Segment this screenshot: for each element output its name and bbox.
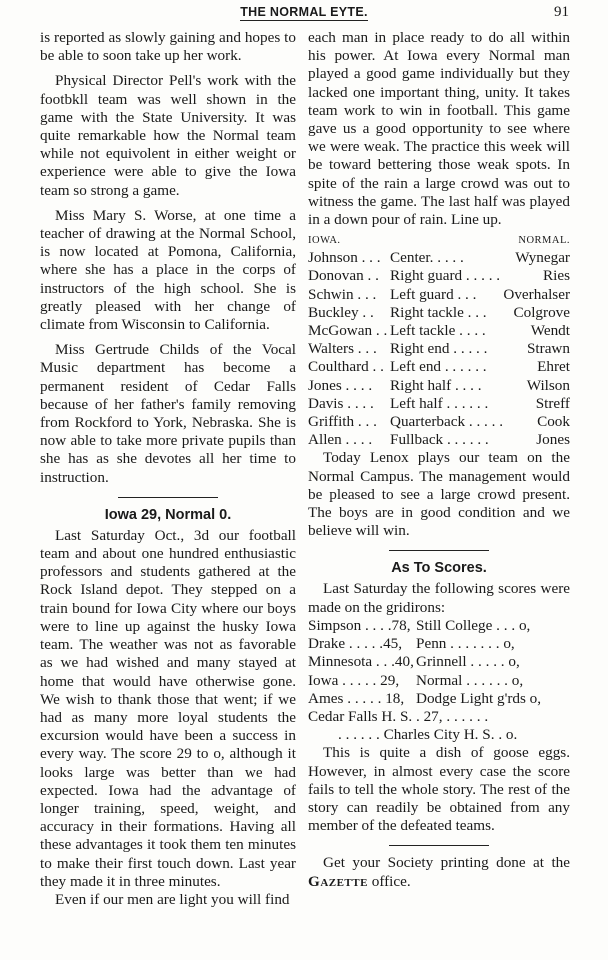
advertisement: Get your Society printing done at the Gazette office. xyxy=(308,854,570,890)
scores-table xyxy=(308,617,570,744)
lineup-row: Johnson . . . Center. . . . . Wynegar xyxy=(308,249,570,267)
lineup-row: Davis . . . . Left half . . . . . . Streff xyxy=(308,394,570,412)
lineup-row: McGowan . . Left tackle . . . . Wendt xyxy=(308,322,570,340)
lineup-row: Jones . . . . Right half . . . . Wilson xyxy=(308,376,570,394)
score-row: Drake . . . . .45, Penn . . . . . . . o, xyxy=(308,635,515,653)
score-row: Ames . . . . . 18, Dodge Light g'rds o, xyxy=(308,689,542,707)
paragraph: Miss Mary S. Worse, at one time a teacher of drawing at the Normal School, is now located at Pomona, California, where she has a place in the corps of instructors of the high school. She is greatly pleased with her change of climate from Wisconsin to California. xyxy=(40,206,296,334)
right-column xyxy=(308,29,570,891)
paragraph: Last Saturday Oct., 3d our football team and about one hundred enthusiastic professors and students gathered at the Rock Island depot. They stepped on a train bound for Iowa City where our boys were to line up against the husky Iowa team. The weather was not as favorable as we had wished and many stayed at home that would have otherwise gone. We wish to thank those that went; if we had as many more loyal students the excursion would have been a success in every way. The score 29 to o, although it looks large was better than we had expected. Iowa had the advantage of longer training, speed, weight, and accuracy in their formations. Having all these advantages it took them ten minutes to make their first touch down. Last year they made it in three minutes. xyxy=(40,526,296,890)
page-header xyxy=(0,3,608,25)
lineup-row: Griffith . . . Quarterback . . . . . Cook xyxy=(308,413,570,431)
lineup-row: Donovan . . Right guard . . . . . Ries xyxy=(308,267,570,285)
paragraph: Last Saturday the following scores were made on the gridirons: xyxy=(308,580,570,616)
page-number: 91 xyxy=(554,4,569,20)
paragraph: This is quite a dish of goose eggs. However, in almost every case the score fails to tell the whole story. The rest of the story can readily be obtained from any member of the defeated teams. xyxy=(308,744,570,835)
lineup-table xyxy=(308,249,570,449)
paragraph: each man in place ready to do all within his power. At Iowa every Normal man played a good game individually but they lacked one important thing, unity. It takes team work to win in football. This game gave us a good opportunity to see where we were weak. The practice this week will be toward bettering those weak spots. In spite of the rain a large crowd was out to witness the game. The last half was played in a down pour of rain. Line up. xyxy=(308,29,570,229)
divider xyxy=(389,845,489,846)
divider xyxy=(389,550,489,551)
paragraph: Even if our men are light you will find xyxy=(55,890,290,908)
left-column xyxy=(40,29,296,909)
paragraph: Today Lenox plays our team on the Normal Campus. The management would be pleased to see a large crowd present. The boys are in good condition and we believe will win. xyxy=(308,449,570,540)
lineup-row: Buckley . . Right tackle . . . Colgrove xyxy=(308,303,570,321)
divider xyxy=(118,497,218,498)
score-row: Cedar Falls H. S. . 27, . . . . . . xyxy=(308,707,489,725)
gazette-brand: Gazette xyxy=(308,872,368,890)
score-row: Simpson . . . .78, Still College . . . o, xyxy=(308,616,531,634)
paragraph: Miss Gertrude Childs of the Vocal Music department has become a permanent resident of Cedar Falls because of her father's family removing from Rockford to York, Nebraska. She is now able to take more private pupils than she has as she devotes all her time to instruction. xyxy=(40,341,296,486)
section-heading: As To Scores. xyxy=(391,560,487,577)
lineup-row: Allen . . . . Fullback . . . . . . Jones xyxy=(308,431,570,449)
score-row: Minnesota . . .40, Grinnell . . . . . o, xyxy=(308,653,520,671)
lineup-row: Walters . . . Right end . . . . . Strawn xyxy=(308,340,570,358)
article-heading: Iowa 29, Normal 0. xyxy=(104,506,232,523)
lineup-header: IOWA. NORMAL. xyxy=(308,235,570,247)
paragraph: Physical Director Pell's work with the footbkll team was well shown in the game with the State University. It was quite remarkable how the Normal team while not equivolent in either weight or experience were able to give the Iowa team so strong a game. xyxy=(40,72,296,199)
lineup-row: Schwin . . . Left guard . . . Overhalser xyxy=(308,285,570,303)
score-row: Iowa . . . . . 29, Normal . . . . . . o, xyxy=(308,671,524,689)
lineup-row: Coulthard . . Left end . . . . . . Ehret xyxy=(308,358,570,376)
publication-title: THE NORMAL EYTE. xyxy=(240,5,368,19)
score-row: . . . . . . Charles City H. S. . o. xyxy=(338,726,518,744)
paragraph: is reported as slowly gaining and hopes to be able to soon take up her work. xyxy=(40,29,296,65)
